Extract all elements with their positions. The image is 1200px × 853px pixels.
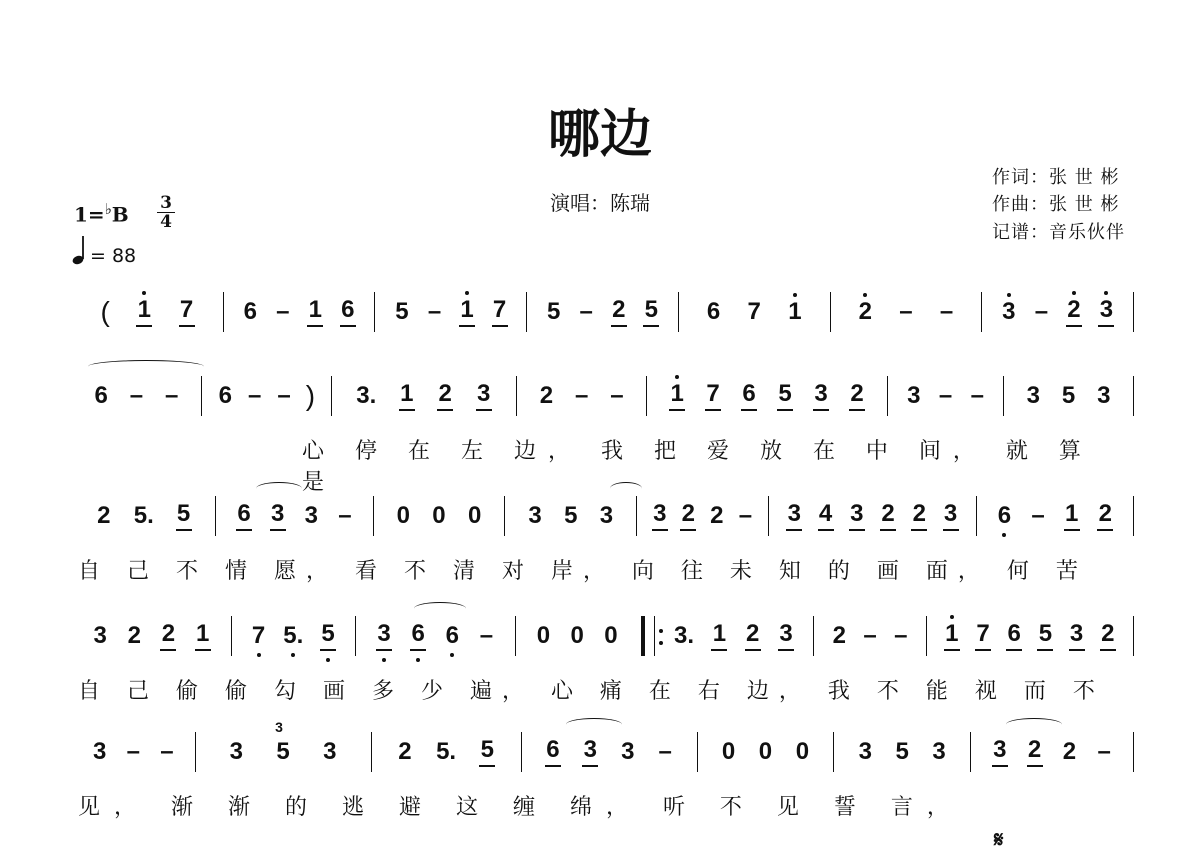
note: 3 <box>528 502 542 529</box>
note: 7 <box>747 298 761 325</box>
dash: – <box>247 382 262 409</box>
dash: – <box>579 298 593 325</box>
note: 6 <box>94 382 108 409</box>
barline <box>1133 376 1134 416</box>
note: 6 <box>997 502 1012 529</box>
note: 7 <box>251 622 266 649</box>
note: 3 <box>786 502 802 531</box>
note: 3 <box>1098 298 1114 327</box>
measure <box>216 492 372 540</box>
note: ) <box>305 380 316 411</box>
dash: – <box>1097 738 1111 765</box>
lyrics-line-1 <box>72 434 1134 495</box>
dash: – <box>276 298 290 325</box>
note: 3 <box>376 622 392 651</box>
dash: – <box>126 738 140 765</box>
measure <box>647 372 887 420</box>
note: 1 <box>711 622 727 651</box>
lyric-text: 见， 渐 渐 的 逃 避 这 缠 绵， 听 不 见 誓 言， <box>78 795 963 820</box>
note: 3. <box>674 622 695 649</box>
note: 2 <box>832 622 846 649</box>
note: 3 <box>1069 622 1085 651</box>
note: 1 <box>136 298 152 327</box>
note: 3 <box>229 738 243 765</box>
note: 3 <box>621 738 635 765</box>
measure <box>375 288 526 336</box>
barline <box>1133 732 1134 772</box>
note: 5. <box>283 622 304 649</box>
measure <box>977 492 1133 540</box>
note: 2 <box>398 738 412 765</box>
note: 2 <box>160 622 176 651</box>
staff-row-4 <box>72 612 1134 660</box>
note: 1 <box>944 622 960 651</box>
note: 3 <box>582 738 598 767</box>
note: 6 <box>1006 622 1022 651</box>
staff-row-1 <box>72 288 1134 336</box>
dash: – <box>938 382 953 409</box>
measure <box>679 288 830 336</box>
rest: 0 <box>721 738 736 765</box>
note: 5. <box>436 738 457 765</box>
dash: – <box>899 298 913 325</box>
note: 3 <box>849 502 865 531</box>
note: 2 <box>97 502 111 529</box>
rest: 0 <box>432 502 446 529</box>
note: 2 <box>127 622 141 649</box>
measure <box>72 288 223 336</box>
dash: – <box>129 382 144 409</box>
note: 2 <box>745 622 761 651</box>
measure <box>196 719 371 776</box>
note: 1 <box>1064 502 1080 531</box>
rest: 0 <box>795 738 810 765</box>
note: 1 <box>669 382 685 411</box>
measure <box>655 612 814 660</box>
measure <box>332 372 516 420</box>
staff-row-3 <box>72 492 1134 540</box>
note: 1 <box>459 298 475 327</box>
note: 2 <box>911 502 927 531</box>
note: 5 <box>895 738 909 765</box>
tempo-marking: = 88 <box>72 235 136 267</box>
measure <box>971 728 1133 776</box>
note: 6 <box>741 382 757 411</box>
dash: – <box>738 502 753 529</box>
note: 2 <box>880 502 896 531</box>
note: 3 <box>93 622 107 649</box>
measure <box>516 612 639 660</box>
segno-icon: 𝄋 <box>994 828 1004 853</box>
note: 3 <box>1002 298 1016 325</box>
measure <box>637 492 768 540</box>
measure <box>517 372 646 420</box>
measure <box>769 492 976 540</box>
measure <box>834 728 970 776</box>
note: 5 <box>479 738 495 767</box>
note: 3 <box>943 502 959 531</box>
measure <box>224 288 375 336</box>
note: 2 <box>1062 738 1077 765</box>
note: 5 <box>176 502 192 531</box>
key-signature: 1=♭B <box>74 200 129 227</box>
measure <box>374 492 505 540</box>
measure <box>1004 372 1133 420</box>
dash: – <box>160 738 174 765</box>
measure <box>888 372 1003 420</box>
measure <box>982 288 1133 336</box>
note: 7 <box>179 298 195 327</box>
staff-row-5 <box>72 719 1134 776</box>
note: 6 <box>445 622 459 649</box>
note: 3. <box>356 382 377 409</box>
barline <box>1133 496 1134 536</box>
note: 3 <box>304 502 319 529</box>
measure <box>356 612 515 660</box>
note: 2 <box>437 382 453 411</box>
repeat-start-barline <box>641 616 655 656</box>
note: 5 <box>777 382 793 411</box>
note: 3 <box>858 738 872 765</box>
lyric-text: 心 停 在 左 边， 我 把 爱 放 在 中 间， 就 算 是 <box>302 439 1093 495</box>
measure <box>527 288 678 336</box>
dash: – <box>863 622 877 649</box>
note: 2 <box>858 298 872 325</box>
dash: – <box>427 298 442 325</box>
quarter-note-icon <box>72 235 86 265</box>
dash: – <box>894 622 908 649</box>
note: 3 <box>652 502 668 531</box>
note: 5 <box>564 502 578 529</box>
measure <box>72 728 195 776</box>
measure <box>831 288 982 336</box>
note: 4 <box>818 502 834 531</box>
note: 2 <box>1097 502 1113 531</box>
note: 2 <box>1066 298 1082 327</box>
note: 1 <box>307 298 323 327</box>
note: 6 <box>218 382 232 409</box>
measure <box>72 372 201 420</box>
lyrics-line-4 <box>72 790 1134 818</box>
dash: – <box>970 382 984 409</box>
note: 2 <box>849 382 865 411</box>
note: 3 <box>813 382 829 411</box>
note: 6 <box>236 502 252 531</box>
grace-note: 3 <box>275 719 283 735</box>
note: 6 <box>545 738 561 767</box>
note: 6 <box>706 298 721 325</box>
dash: – <box>939 298 954 325</box>
measure <box>927 612 1133 660</box>
measure <box>814 612 925 660</box>
note: 7 <box>492 298 508 327</box>
measure <box>372 728 521 776</box>
rest: 0 <box>467 502 482 529</box>
rest: 0 <box>536 622 551 649</box>
measure <box>72 492 215 540</box>
dash: – <box>574 382 589 409</box>
note: 1 <box>788 298 802 325</box>
note: 5 <box>547 298 561 325</box>
note: 6 <box>243 298 257 325</box>
note: 2 <box>680 502 696 531</box>
rest: 0 <box>396 502 410 529</box>
note: 3 <box>270 502 286 531</box>
note: ( <box>100 296 110 327</box>
note: 7 <box>705 382 721 411</box>
singer-credit: 演唱：陈瑞 <box>550 191 650 215</box>
measure <box>202 372 331 420</box>
measure <box>698 728 834 776</box>
lyricist-credit: 作词：张 世 彬 <box>992 167 1120 188</box>
note: 5 <box>1061 382 1076 409</box>
barline <box>1133 616 1134 656</box>
note: 2 <box>1027 738 1043 767</box>
dash: – <box>338 502 352 529</box>
note: 1 <box>195 622 211 651</box>
note: 5 <box>1037 622 1053 651</box>
note: 2 <box>710 502 724 529</box>
note: 5 <box>643 298 659 327</box>
barline <box>1133 292 1134 332</box>
measure <box>232 612 355 660</box>
rest: 0 <box>570 622 584 649</box>
dash: – <box>610 382 624 409</box>
time-signature: 3 4 <box>157 194 175 231</box>
rest: 0 <box>604 622 618 649</box>
note: 5 <box>395 298 409 325</box>
dash: – <box>1031 502 1045 529</box>
note: 3 <box>1097 382 1111 409</box>
note: 1 <box>399 382 415 411</box>
lyric-text: 自 己 偷 偷 勾 画 多 少 遍， 心 痛 在 右 边， 我 不 能 视 而 不 <box>78 679 1105 704</box>
note: 3 <box>932 738 946 765</box>
note: 2 <box>1100 622 1116 651</box>
dash: – <box>1034 298 1049 325</box>
dash: – <box>164 382 179 409</box>
note: 3 5 <box>275 740 291 764</box>
lyric-text: 自 己 不 情 愿， 看 不 清 对 岸， 向 往 未 知 的 画 面， 何 苦 <box>78 559 1088 584</box>
note: 6 <box>340 298 356 327</box>
lyrics-line-3 <box>72 674 1134 702</box>
measure <box>522 728 697 776</box>
note: 5. <box>133 502 154 529</box>
staff-row-2 <box>72 372 1134 420</box>
dash: – <box>658 738 672 765</box>
composer-credit: 作曲：张 世 彬 <box>992 194 1120 215</box>
note: 5 <box>320 622 336 651</box>
note: 6 <box>410 622 426 651</box>
dash: – <box>277 382 291 409</box>
measure <box>505 492 636 540</box>
dash: – <box>479 622 494 649</box>
note: 3 <box>599 502 614 529</box>
note: 3 <box>323 738 337 765</box>
note: 2 <box>539 382 554 409</box>
note: 3 <box>992 738 1008 767</box>
song-title: 哪边 <box>547 104 652 165</box>
note: 7 <box>975 622 991 651</box>
measure <box>72 612 231 660</box>
note: 3 <box>778 622 794 651</box>
note: 2 <box>611 298 627 327</box>
note: 3 <box>907 382 921 409</box>
note: 3 <box>92 738 107 765</box>
lyrics-line-2 <box>72 554 1134 582</box>
rest: 0 <box>758 738 773 765</box>
note: 3 <box>1026 382 1040 409</box>
transcriber-credit: 记谱：音乐伙伴 <box>992 222 1125 243</box>
note: 3 <box>476 382 492 411</box>
